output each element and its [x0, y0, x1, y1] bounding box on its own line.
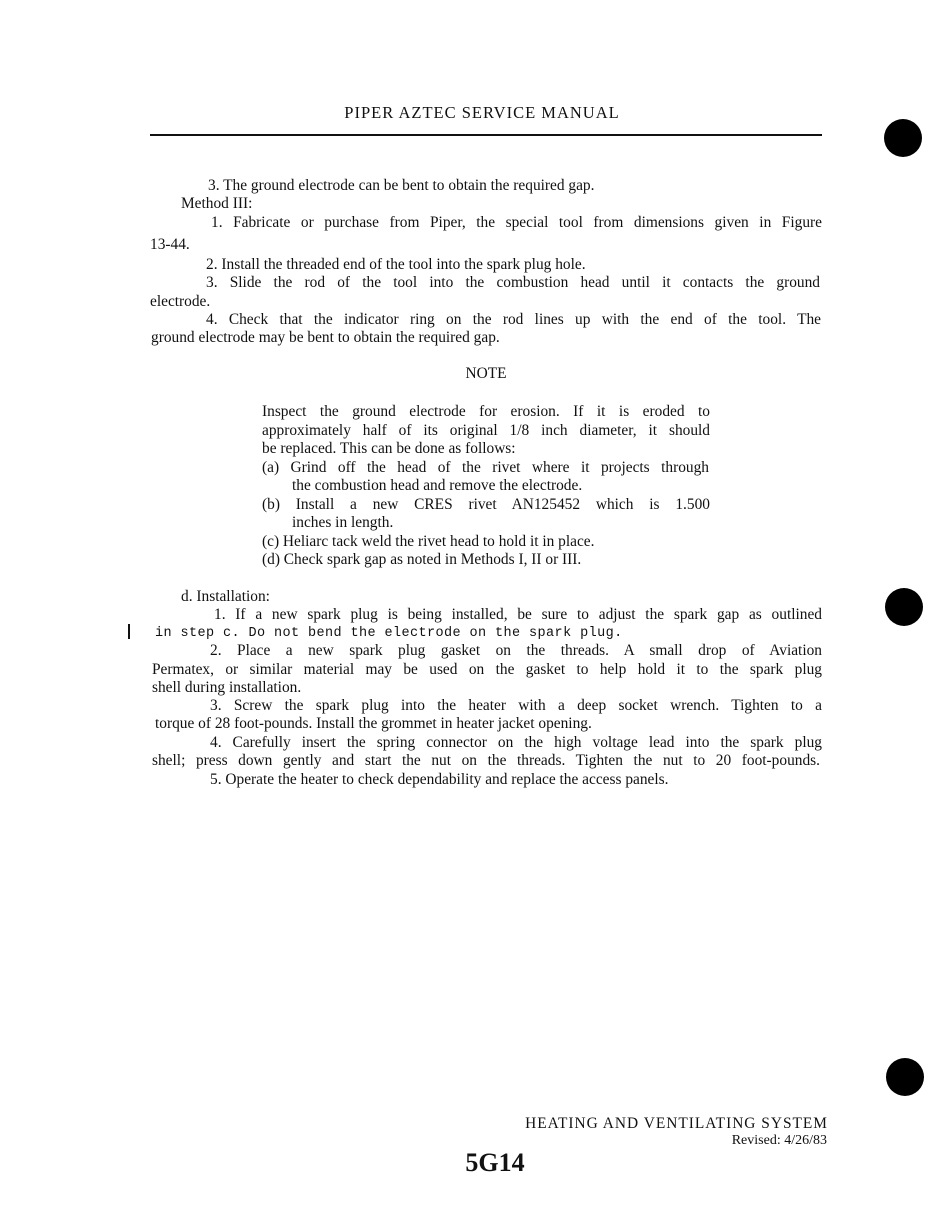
installation-line-11: 5. Operate the heater to check dependability and replace the access panels. [210, 771, 669, 788]
note-line-03: be replaced. This can be done as follows: [262, 440, 516, 457]
installation-line-05: Permatex, or similar material may be used on the gasket to help hold it to the spark plug [152, 661, 822, 678]
installation-heading: d. Installation: [181, 588, 270, 605]
note-item-c: (c) Heliarc tack weld the rivet head to hold it in place. [262, 533, 595, 550]
footer-revised-date: Revised: 4/26/83 [731, 1133, 827, 1148]
revision-bar [128, 624, 130, 639]
body-line-05: 2. Install the threaded end of the tool into the spark plug hole. [206, 256, 586, 273]
page-number: 5G14 [465, 1148, 525, 1177]
installation-line-06: shell during installation. [152, 679, 302, 696]
punch-hole-top [884, 119, 922, 157]
note-item-d: (d) Check spark gap as noted in Methods I, II or III. [262, 551, 582, 568]
punch-hole-bottom [886, 1058, 924, 1096]
method-heading: Method III: [181, 195, 253, 212]
body-line-06: 3. Slide the rod of the tool into the combustion head until it contacts the ground [206, 274, 820, 291]
footer-section-title: HEATING AND VENTILATING SYSTEM [525, 1115, 828, 1132]
punch-hole-middle [885, 588, 923, 626]
header-rule [150, 134, 822, 136]
note-item-a-cont: the combustion head and remove the electrode. [292, 477, 583, 494]
installation-line-04: 2. Place a new spark plug gasket on the threads. A small drop of Aviation [210, 642, 822, 659]
installation-line-02: 1. If a new spark plug is being installed, be sure to adjust the spark gap as outlined [214, 606, 822, 623]
installation-line-08: torque of 28 foot-pounds. Install the grommet in heater jacket opening. [155, 715, 592, 732]
note-line-02: approximately half of its original 1/8 inch diameter, it should [262, 422, 710, 439]
body-line-04: 13-44. [150, 236, 190, 253]
note-heading: NOTE [465, 365, 507, 382]
installation-line-09: 4. Carefully insert the spring connector on the high voltage lead into the spark plug [210, 734, 822, 751]
installation-line-03: in step c. Do not bend the electrode on the spark plug. [155, 626, 623, 641]
body-line-07: electrode. [150, 293, 211, 310]
note-item-b-cont: inches in length. [292, 514, 394, 531]
body-line-03: 1. Fabricate or purchase from Piper, the special tool from dimensions given in Figure [211, 214, 822, 231]
body-line-09: ground electrode may be bent to obtain the required gap. [151, 329, 500, 346]
page-header-title: PIPER AZTEC SERVICE MANUAL [344, 103, 620, 122]
note-item-b: (b) Install a new CRES rivet AN125452 which is 1.500 [262, 496, 710, 513]
installation-line-07: 3. Screw the spark plug into the heater with a deep socket wrench. Tighten to a [210, 697, 822, 714]
installation-line-10: shell; press down gently and start the nut on the threads. Tighten the nut to 20 foot-pounds. [152, 752, 820, 769]
body-line-01: 3. The ground electrode can be bent to obtain the required gap. [208, 177, 595, 194]
note-item-a: (a) Grind off the head of the rivet where it projects through [262, 459, 709, 476]
note-line-01: Inspect the ground electrode for erosion. If it is eroded to [262, 403, 710, 420]
body-line-08: 4. Check that the indicator ring on the rod lines up with the end of the tool. The [206, 311, 821, 328]
